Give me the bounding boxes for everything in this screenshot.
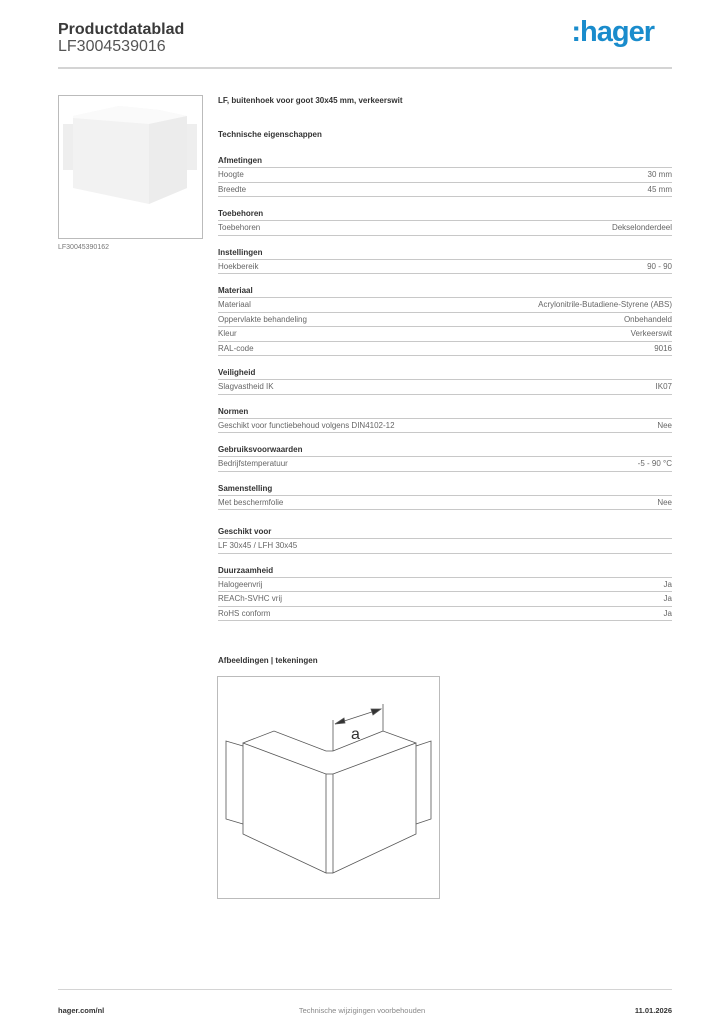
section-title: Samenstelling	[218, 482, 672, 496]
property-value: Ja	[663, 579, 672, 589]
images-title: Afbeeldingen | tekeningen	[218, 656, 318, 665]
hager-logo: :hager	[571, 16, 654, 48]
property-value: -5 - 90 °C	[637, 459, 672, 468]
property-label: Materiaal	[218, 300, 251, 309]
product-code: LF3004539016	[58, 38, 166, 55]
property-label: Slagvastheid IK	[218, 382, 274, 391]
section-veiligheid	[218, 366, 672, 395]
image-caption: LF30045390162	[58, 244, 109, 251]
section-afmetingen	[218, 154, 672, 197]
property-label: Halogeenvrij	[218, 579, 263, 589]
section-title: Gebruiksvoorwaarden	[218, 443, 672, 457]
section-toebehoren	[218, 207, 672, 236]
property-value: 9016	[654, 343, 672, 353]
property-row	[218, 539, 672, 554]
section-title: Geschikt voor	[218, 525, 672, 539]
section-gebruiksvoorwaarden	[218, 443, 672, 472]
product-description: LF, buitenhoek voor goot 30x45 mm, verkeerswit	[218, 96, 403, 105]
footer-notice: Technische wijzigingen voorbehouden	[298, 1006, 426, 1015]
corner-drawing	[218, 677, 439, 898]
property-label: Hoogte	[218, 170, 244, 179]
property-value: Onbehandeld	[623, 314, 672, 324]
product-image	[58, 95, 203, 239]
property-row	[218, 313, 672, 328]
section-normen	[218, 405, 672, 434]
properties-list	[218, 154, 672, 631]
property-value: Dekselonderdeel	[611, 223, 672, 232]
property-value: Nee	[657, 497, 672, 507]
tech-properties-title: Technische eigenschappen	[218, 130, 322, 139]
section-title: Duurzaamheid	[218, 564, 672, 578]
property-value: Ja	[663, 594, 672, 603]
property-row	[218, 298, 672, 313]
property-row	[218, 342, 672, 357]
property-value: 45 mm	[647, 184, 672, 194]
page-title: Productdatablad	[58, 21, 185, 38]
section-geschikt-voor	[218, 525, 672, 554]
property-row	[218, 592, 672, 607]
property-label: RAL-code	[218, 343, 254, 353]
property-row	[218, 183, 672, 198]
dimension-label: a	[351, 726, 360, 743]
property-value: Verkeerswit	[630, 329, 672, 338]
property-label: Kleur	[218, 329, 237, 338]
property-label: Oppervlakte behandeling	[218, 314, 307, 324]
property-label: Geschikt voor functiebehoud volgens DIN4102-12	[218, 420, 395, 430]
property-row	[218, 221, 672, 236]
section-title: Afmetingen	[218, 154, 672, 168]
property-label: Bedrijfstemperatuur	[218, 459, 288, 468]
section-title: Toebehoren	[218, 207, 672, 221]
property-row	[218, 496, 672, 511]
property-row	[218, 327, 672, 342]
section-materiaal	[218, 284, 672, 356]
footer-date: 11.01.2026	[634, 1006, 672, 1015]
section-instellingen	[218, 246, 672, 275]
property-row	[218, 457, 672, 472]
property-row	[218, 168, 672, 183]
property-row	[218, 607, 672, 622]
property-label: REACh-SVHC vrij	[218, 594, 283, 603]
property-label: Breedte	[218, 184, 247, 194]
section-title: Materiaal	[218, 284, 672, 298]
property-row	[218, 578, 672, 593]
footer-website[interactable]: hager.com/nl	[58, 1006, 105, 1015]
header-divider	[58, 67, 672, 69]
section-title: Normen	[218, 405, 672, 419]
section-samenstelling	[218, 482, 672, 511]
property-value: IK07	[655, 382, 672, 391]
property-label: Met beschermfolie	[218, 497, 284, 507]
property-label: Hoekbereik	[218, 261, 259, 271]
property-value: Acrylonitrile-Butadiene-Styrene (ABS)	[538, 300, 672, 309]
property-row	[218, 419, 672, 434]
property-label: Toebehoren	[218, 223, 261, 232]
section-title: Veiligheid	[218, 366, 672, 380]
property-value: Ja	[663, 608, 672, 618]
property-label: LF 30x45 / LFH 30x45	[218, 541, 298, 550]
property-value: 90 - 90	[647, 261, 672, 271]
corner-piece-photo	[59, 96, 202, 238]
property-value: 30 mm	[647, 170, 672, 179]
property-row	[218, 380, 672, 395]
section-duurzaamheid	[218, 564, 672, 622]
property-value: Nee	[657, 420, 672, 430]
property-label: RoHS conform	[218, 608, 271, 618]
property-row	[218, 260, 672, 275]
footer-divider	[58, 989, 672, 990]
technical-drawing	[217, 676, 440, 899]
section-title: Instellingen	[218, 246, 672, 260]
